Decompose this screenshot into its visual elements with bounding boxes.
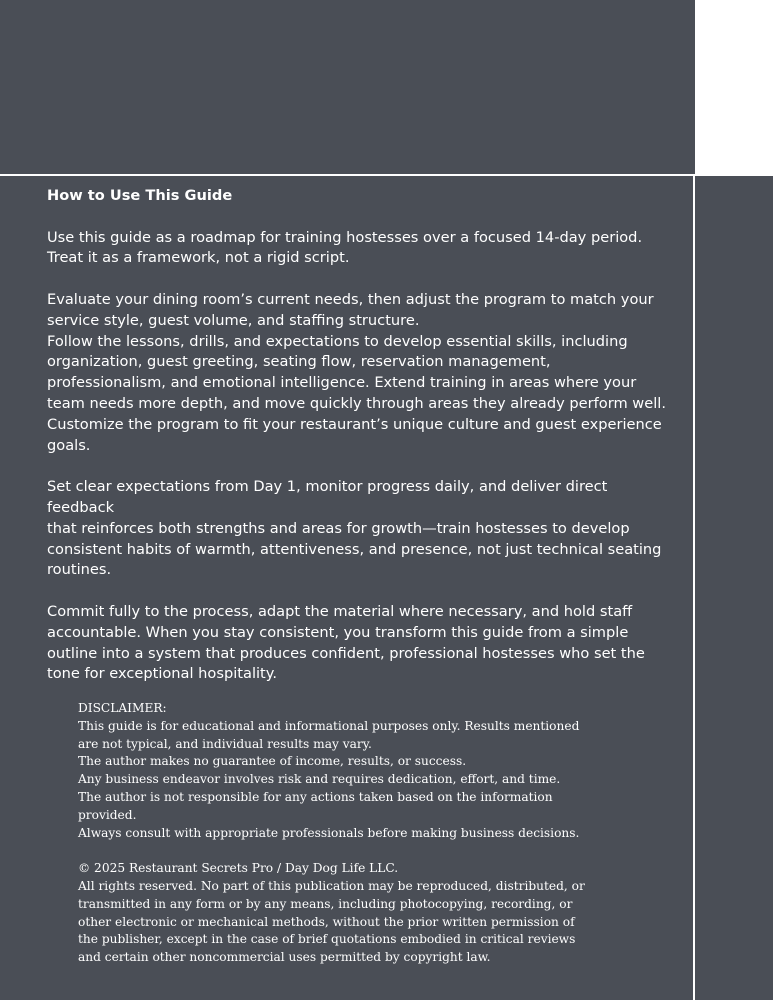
disclaimer-section <box>78 700 638 967</box>
spacer <box>47 456 677 477</box>
horizontal-rule <box>0 174 773 176</box>
spacer <box>47 581 677 602</box>
spacer <box>47 207 677 228</box>
disclaimer-title: DISCLAIMER: <box>78 701 167 715</box>
rights-notice: All rights reserved. No part of this publication may be reproduced, distributed, or transmitted in any form or by any means, including photocopying, recording, or other electronic or mechanical methods, without the prior written permission of the publisher, except in the case of brief quotations embodied in critical reviews and certain other noncommercial uses permitted by copyright law. <box>78 878 585 965</box>
disclaimer-body: This guide is for educational and informational purposes only. Results mentioned are not typical, and individual results may vary. The author makes no guarantee of income, results, or success. Any business endeavor involves risk and requires dedication, effort, and time. The author is not responsible for any actions taken based on the information provided. Always consult with appropriate professionals before making business decisions. <box>78 718 580 840</box>
guide-heading: How to Use This Guide <box>47 187 233 204</box>
guide-paragraph-2: Evaluate your dining room’s current needs, then adjust the program to match your service style, guest volume, and staffing structure. Follow the lessons, drills, and expectations to develop essential skills, including organization, guest greeting, seating flow, reservation management, professionalism, and emotional intelligence. Extend training in areas where your team needs more depth, and move quickly through areas they already perform well. Customize the program to fit your restaurant’s unique culture and guest experience goals. <box>47 290 666 454</box>
guide-paragraph-1: Use this guide as a roadmap for training hostesses over a focused 14-day period. Treat it as a framework, not a rigid script. <box>47 228 643 267</box>
guide-section <box>47 186 677 685</box>
guide-paragraph-3: Set clear expectations from Day 1, monitor progress daily, and deliver direct feedback that reinforces both strengths and areas for growth—train hostesses to develop consistent habits of warmth, attentiveness, and presence, not just technical seating routines. <box>47 478 662 579</box>
copyright-line: © 2025 Restaurant Secrets Pro / Day Dog Life LLC. <box>78 861 399 876</box>
guide-paragraph-4: Commit fully to the process, adapt the material where necessary, and hold staff accountable. When you stay consistent, you transform this guide from a simple outline into a system that produces confident, professional hostesses who set the tone for exceptional hospitality. <box>47 602 645 683</box>
spacer <box>78 842 638 860</box>
spacer <box>47 269 677 290</box>
vertical-rule <box>693 174 695 1000</box>
corner-block <box>695 0 773 174</box>
